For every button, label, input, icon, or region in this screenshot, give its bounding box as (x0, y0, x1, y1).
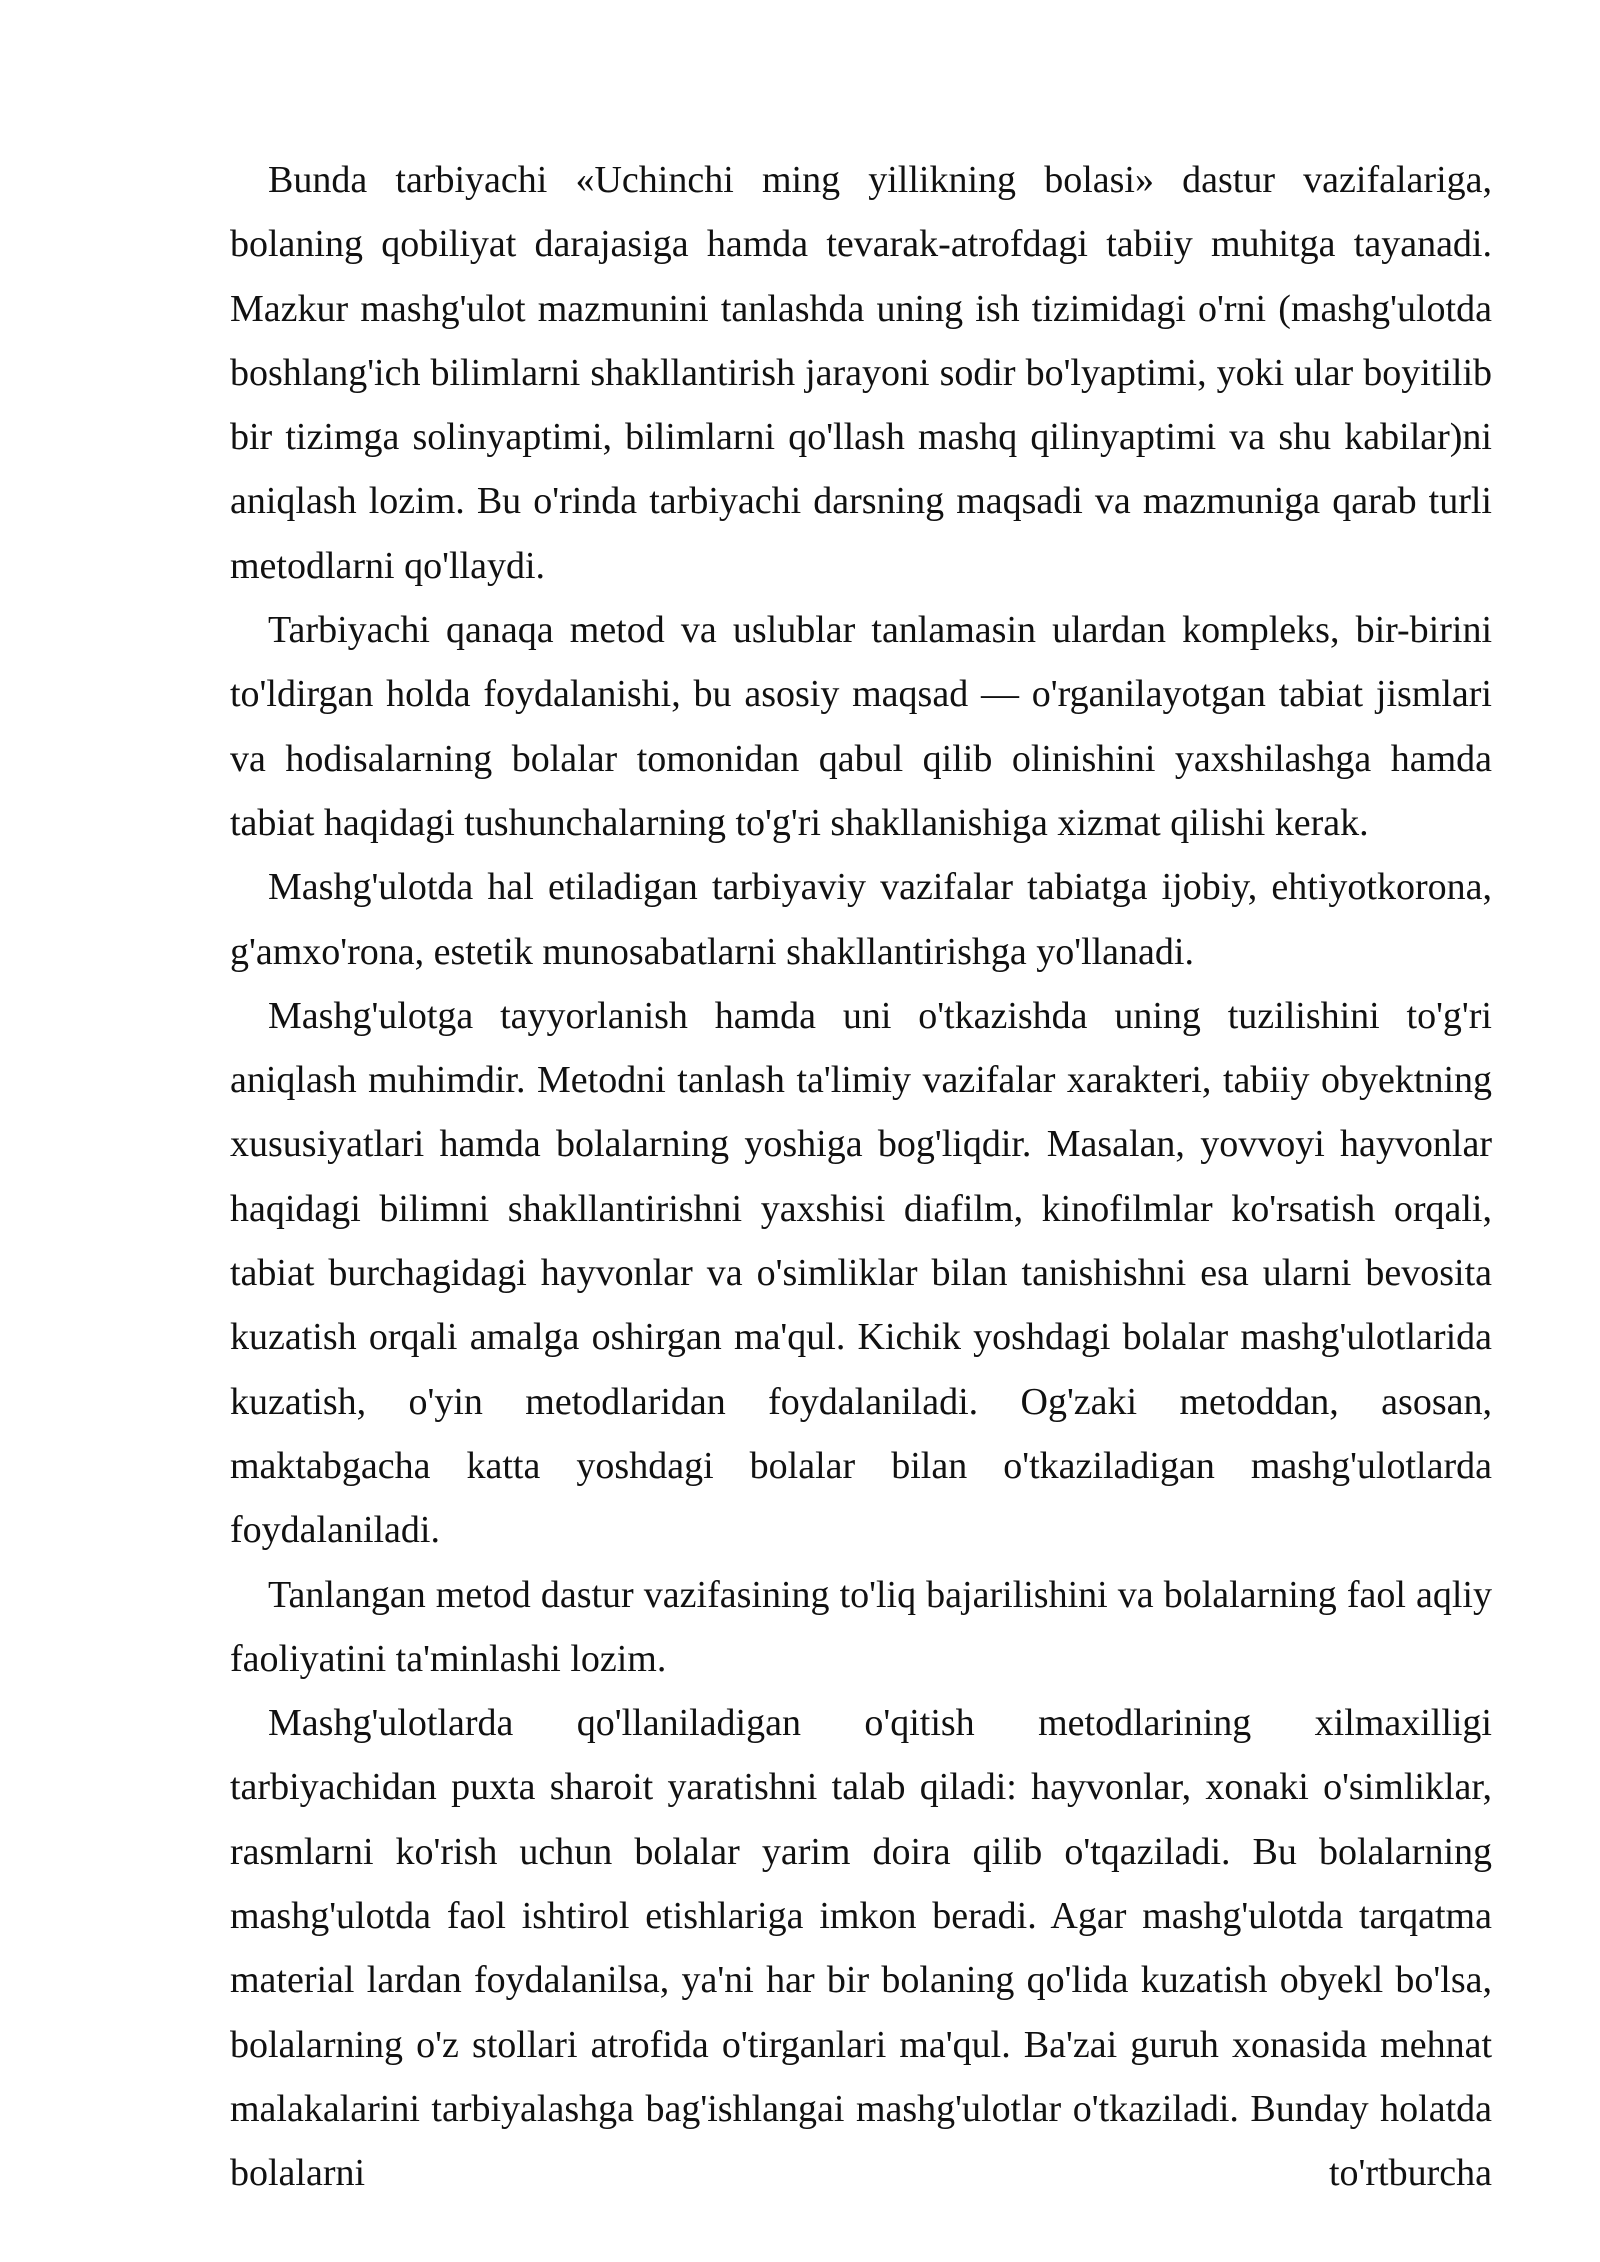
paragraph-5: Tanlangan metod dastur vazifasining to'liq bajarilishini va bolalarning faol aqliy faoliyatini ta'minlashi lozim. (230, 1573, 1492, 1680)
paragraph-6: Mashg'ulotlarda qo'llaniladigan o'qitish metodlarining xilmaxilligi tarbiyachidan puxta sharoit yaratishni talab qiladi: hayvonlar, xonaki o'simliklar, rasmlarni ko'rish uchun bolalar yarim doira qilib o'tqaziladi. Bu bolalarning mashg'ulotda faol ishtirol etishlariga imkon beradi. Agar mashg'ulotda tarqatma material lardan foydalanilsa, ya'ni har bir bolaning qo'lida kuzatish obyekl bo'lsa, bolalarning o'z stollari atrofida o'tirganlari ma'qul. Ba'zai guruh xonasida mehnat malakalarini tarbiyalashga bag'ishlangai mashg'ulotlar o'tkaziladi. Bunday holatda bolalarni to'rtburcha (230, 1702, 1492, 2195)
paragraph-1: Bunda tarbiyachi «Uchinchi ming yillikning bolasi» dastur vazifalariga, bolaning qobiliyat darajasiga hamda tevarak-atrofdagi tabiiy muhitga tayanadi. Mazkur mashg'ulot mazmunini tanlashda uning ish tizimidagi o'rni (mashg'ulotda boshlang'ich bilimlarni shakllantirish jarayoni sodir bo'lyaptimi, yoki ular boyitilib bir tizimga solinyaptimi, bilimlarni qo'llash mashq qilinyaptimi va shu kabilar)ni aniqlash lozim. Bu o'rinda tarbiyachi darsning maqsadi va mazmuniga qarab turli metodlarni qo'llaydi. (230, 159, 1492, 587)
paragraph-3: Mashg'ulotda hal etiladigan tarbiyaviy vazifalar tabiatga ijobiy, ehtiyotkorona, g'amxo'rona, estetik munosabatlarni shakllantirishga yo'llanadi. (230, 866, 1492, 973)
paragraph-4: Mashg'ulotga tayyorlanish hamda uni o'tkazishda uning tuzilishini to'g'ri aniqlash muhimdir. Metodni tanlash ta'limiy vazifalar xarakteri, tabiiy obyektning xususiyatlari hamda bolalarning yoshiga bog'liqdir. Masalan, yovvoyi hayvonlar haqidagi bilimni shakllantirishni yaxshisi diafilm, kinofilmlar ko'rsatish orqali, tabiat burchagidagi hayvonlar va o'simliklar bilan tanishishni esa ularni bevosita kuzatish orqali amalga oshirgan ma'qul. Kichik yoshdagi bolalar mashg'ulotlarida kuzatish, o'yin metodlaridan foydalaniladi. Og'zaki metoddan, asosan, maktabgacha katta yoshdagi bolalar bilan o'tkaziladigan mashg'ulotlarda foydalaniladi. (230, 994, 1492, 1552)
document-page (230, 148, 1492, 2206)
paragraph-2: Tarbiyachi qanaqa metod va uslublar tanlamasin ulardan kompleks, bir-birini to'ldirgan holda foydalanishi, bu asosiy maqsad — o'rganilayotgan tabiat jismlari va hodisalarning bolalar tomonidan qabul qilib olinishini yaxshilashga hamda tabiat haqidagi tushunchalarning to'g'ri shakllanishiga xizmat qilishi kerak. (230, 609, 1492, 844)
